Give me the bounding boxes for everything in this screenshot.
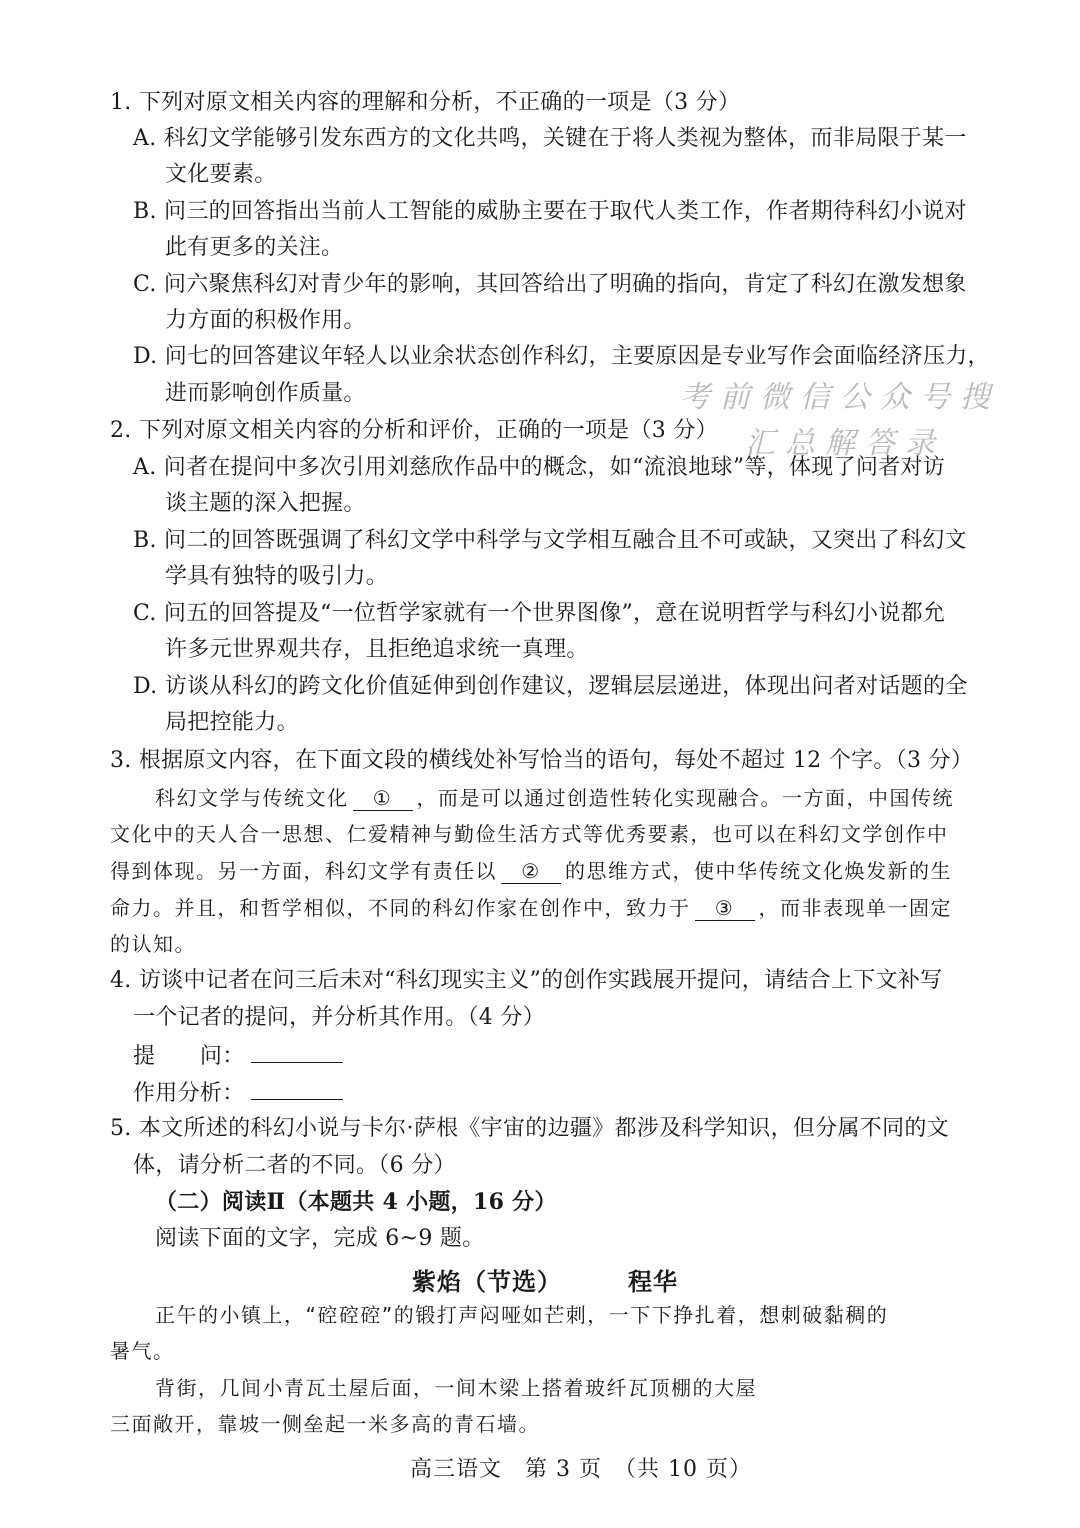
section2-instruction: 阅读下面的文字，完成 6~9 题。	[155, 1226, 485, 1251]
q4-stem-line2: 一个记者的提问，并分析其作用。（4 分）	[133, 1005, 545, 1030]
q1-option-b-line2: 此有更多的关注。	[165, 235, 344, 260]
q3-passage-text: 命力。并且，和哲学相似，不同的科幻作家在创作中，致力于	[110, 896, 691, 920]
q3-passage-text: 得到体现。另一方面，科幻文学有责任以	[110, 859, 497, 883]
q3-passage-line1	[155, 783, 954, 813]
q4-analysis-answer-line	[251, 1077, 343, 1100]
q3-passage-line5: 的认知。	[110, 932, 196, 956]
q3-passage-text: 的思维方式，使中华传统文化焕发新的生	[565, 859, 952, 883]
q3-passage-line3	[110, 856, 952, 886]
q3-passage-line2: 文化中的天人合一思想、仁爱精神与勤俭生活方式等优秀要素，也可以在科幻文学创作中	[110, 822, 949, 846]
q1-option-a-line2: 文化要素。	[165, 162, 277, 187]
q2-option-d-line2: 局把控能力。	[165, 710, 299, 735]
page-footer: 高三语文 第 3 页 （共 10 页）	[410, 1457, 752, 1482]
watermark-line1: 考前微信公众号搜	[680, 380, 1000, 415]
q4-question-label: 提 问：	[133, 1044, 245, 1069]
q4-stem-line1: 4. 访谈中记者在问三后未对“科幻现实主义”的创作实践展开提问，请结合上下文补写	[110, 968, 943, 993]
q1-option-c-line2: 力方面的积极作用。	[165, 308, 366, 333]
q4-analysis-row	[133, 1077, 343, 1109]
q3-stem: 3. 根据原文内容，在下面文段的横线处补写恰当的语句，每处不超过 12 个字。（3 分）	[110, 748, 974, 773]
story-para1-line2: 暑气。	[110, 1339, 175, 1363]
q3-passage-text: ，而非表现单一固定	[758, 896, 952, 920]
watermark-line2: 汇总解答录	[745, 426, 945, 461]
story-para2-line1: 背街，几间小青瓦土屋后面，一间木梁上搭着玻纤瓦顶棚的大屋	[155, 1376, 757, 1400]
q5-stem-line1: 5. 本文所述的科幻小说与卡尔·萨根《宇宙的边疆》都涉及科学知识，但分属不同的文	[110, 1116, 949, 1141]
story-author: 程华	[628, 1267, 678, 1296]
q3-blank-1: ①	[353, 786, 413, 811]
q2-option-b-line2: 学具有独特的吸引力。	[165, 564, 389, 589]
q4-question-answer-line	[251, 1040, 343, 1063]
q2-option-a-line1: A. 问者在提问中多次引用刘慈欣作品中的概念，如“流浪地球”等，体现了问者对访	[133, 455, 946, 480]
story-title: 紫焰（节选）	[412, 1267, 562, 1296]
q3-passage-line4	[110, 893, 952, 923]
q5-stem-line2: 体，请分析二者的不同。（6 分）	[133, 1153, 456, 1178]
q1-option-c-line1: C. 问六聚焦科幻对青少年的影响，其回答给出了明确的指向，肯定了科幻在激发想象	[133, 272, 967, 297]
q4-analysis-label: 作用分析：	[133, 1081, 245, 1106]
q4-question-row	[133, 1040, 343, 1072]
q3-passage-text: ，而是可以通过创造性转化实现融合。一方面，中国传统	[416, 786, 954, 810]
q1-option-b-line1: B. 问三的回答指出当前人工智能的威胁主要在于取代人类工作，作者期待科幻小说对	[133, 199, 967, 224]
q1-stem: 1. 下列对原文相关内容的理解和分析，不正确的一项是（3 分）	[110, 90, 741, 115]
q3-blank-2: ②	[501, 859, 561, 884]
q3-passage-text: 科幻文学与传统文化	[155, 786, 349, 810]
q2-option-a-line2: 谈主题的深入把握。	[165, 491, 366, 516]
q3-blank-3: ③	[695, 896, 755, 921]
section2-heading: （二）阅读Ⅱ（本题共 4 小题，16 分）	[155, 1189, 557, 1215]
q1-option-d-line2: 进而影响创作质量。	[165, 381, 366, 406]
q1-option-a-line1: A. 科幻文学能够引发东西方的文化共鸣，关键在于将人类视为整体，而非局限于某一	[133, 126, 967, 151]
q2-stem: 2. 下列对原文相关内容的分析和评价，正确的一项是（3 分）	[110, 418, 718, 443]
q2-option-c-line2: 许多元世界观共存，且拒绝追求统一真理。	[165, 637, 589, 662]
q2-option-b-line1: B. 问二的回答既强调了科幻文学中科学与文学相互融合且不可或缺，又突出了科幻文	[133, 528, 967, 553]
q2-option-c-line1: C. 问五的回答提及“一位哲学家就有一个世界图像”，意在说明哲学与科幻小说都允	[133, 601, 946, 626]
story-para1-line1: 正午的小镇上，“硿硿硿”的锻打声闷哑如芒刺，一下下挣扎着，想刺破黏稠的	[155, 1303, 889, 1327]
q1-option-d-line1: D. 问七的回答建议年轻人以业余状态创作科幻，主要原因是专业写作会面临经济压力，	[133, 344, 990, 369]
story-para2-line2: 三面敞开，靠坡一侧垒起一米多高的青石墙。	[110, 1412, 540, 1436]
q2-option-d-line1: D. 访谈从科幻的跨文化价值延伸到创作建议，逻辑层层递进，体现出问者对话题的全	[133, 674, 968, 699]
